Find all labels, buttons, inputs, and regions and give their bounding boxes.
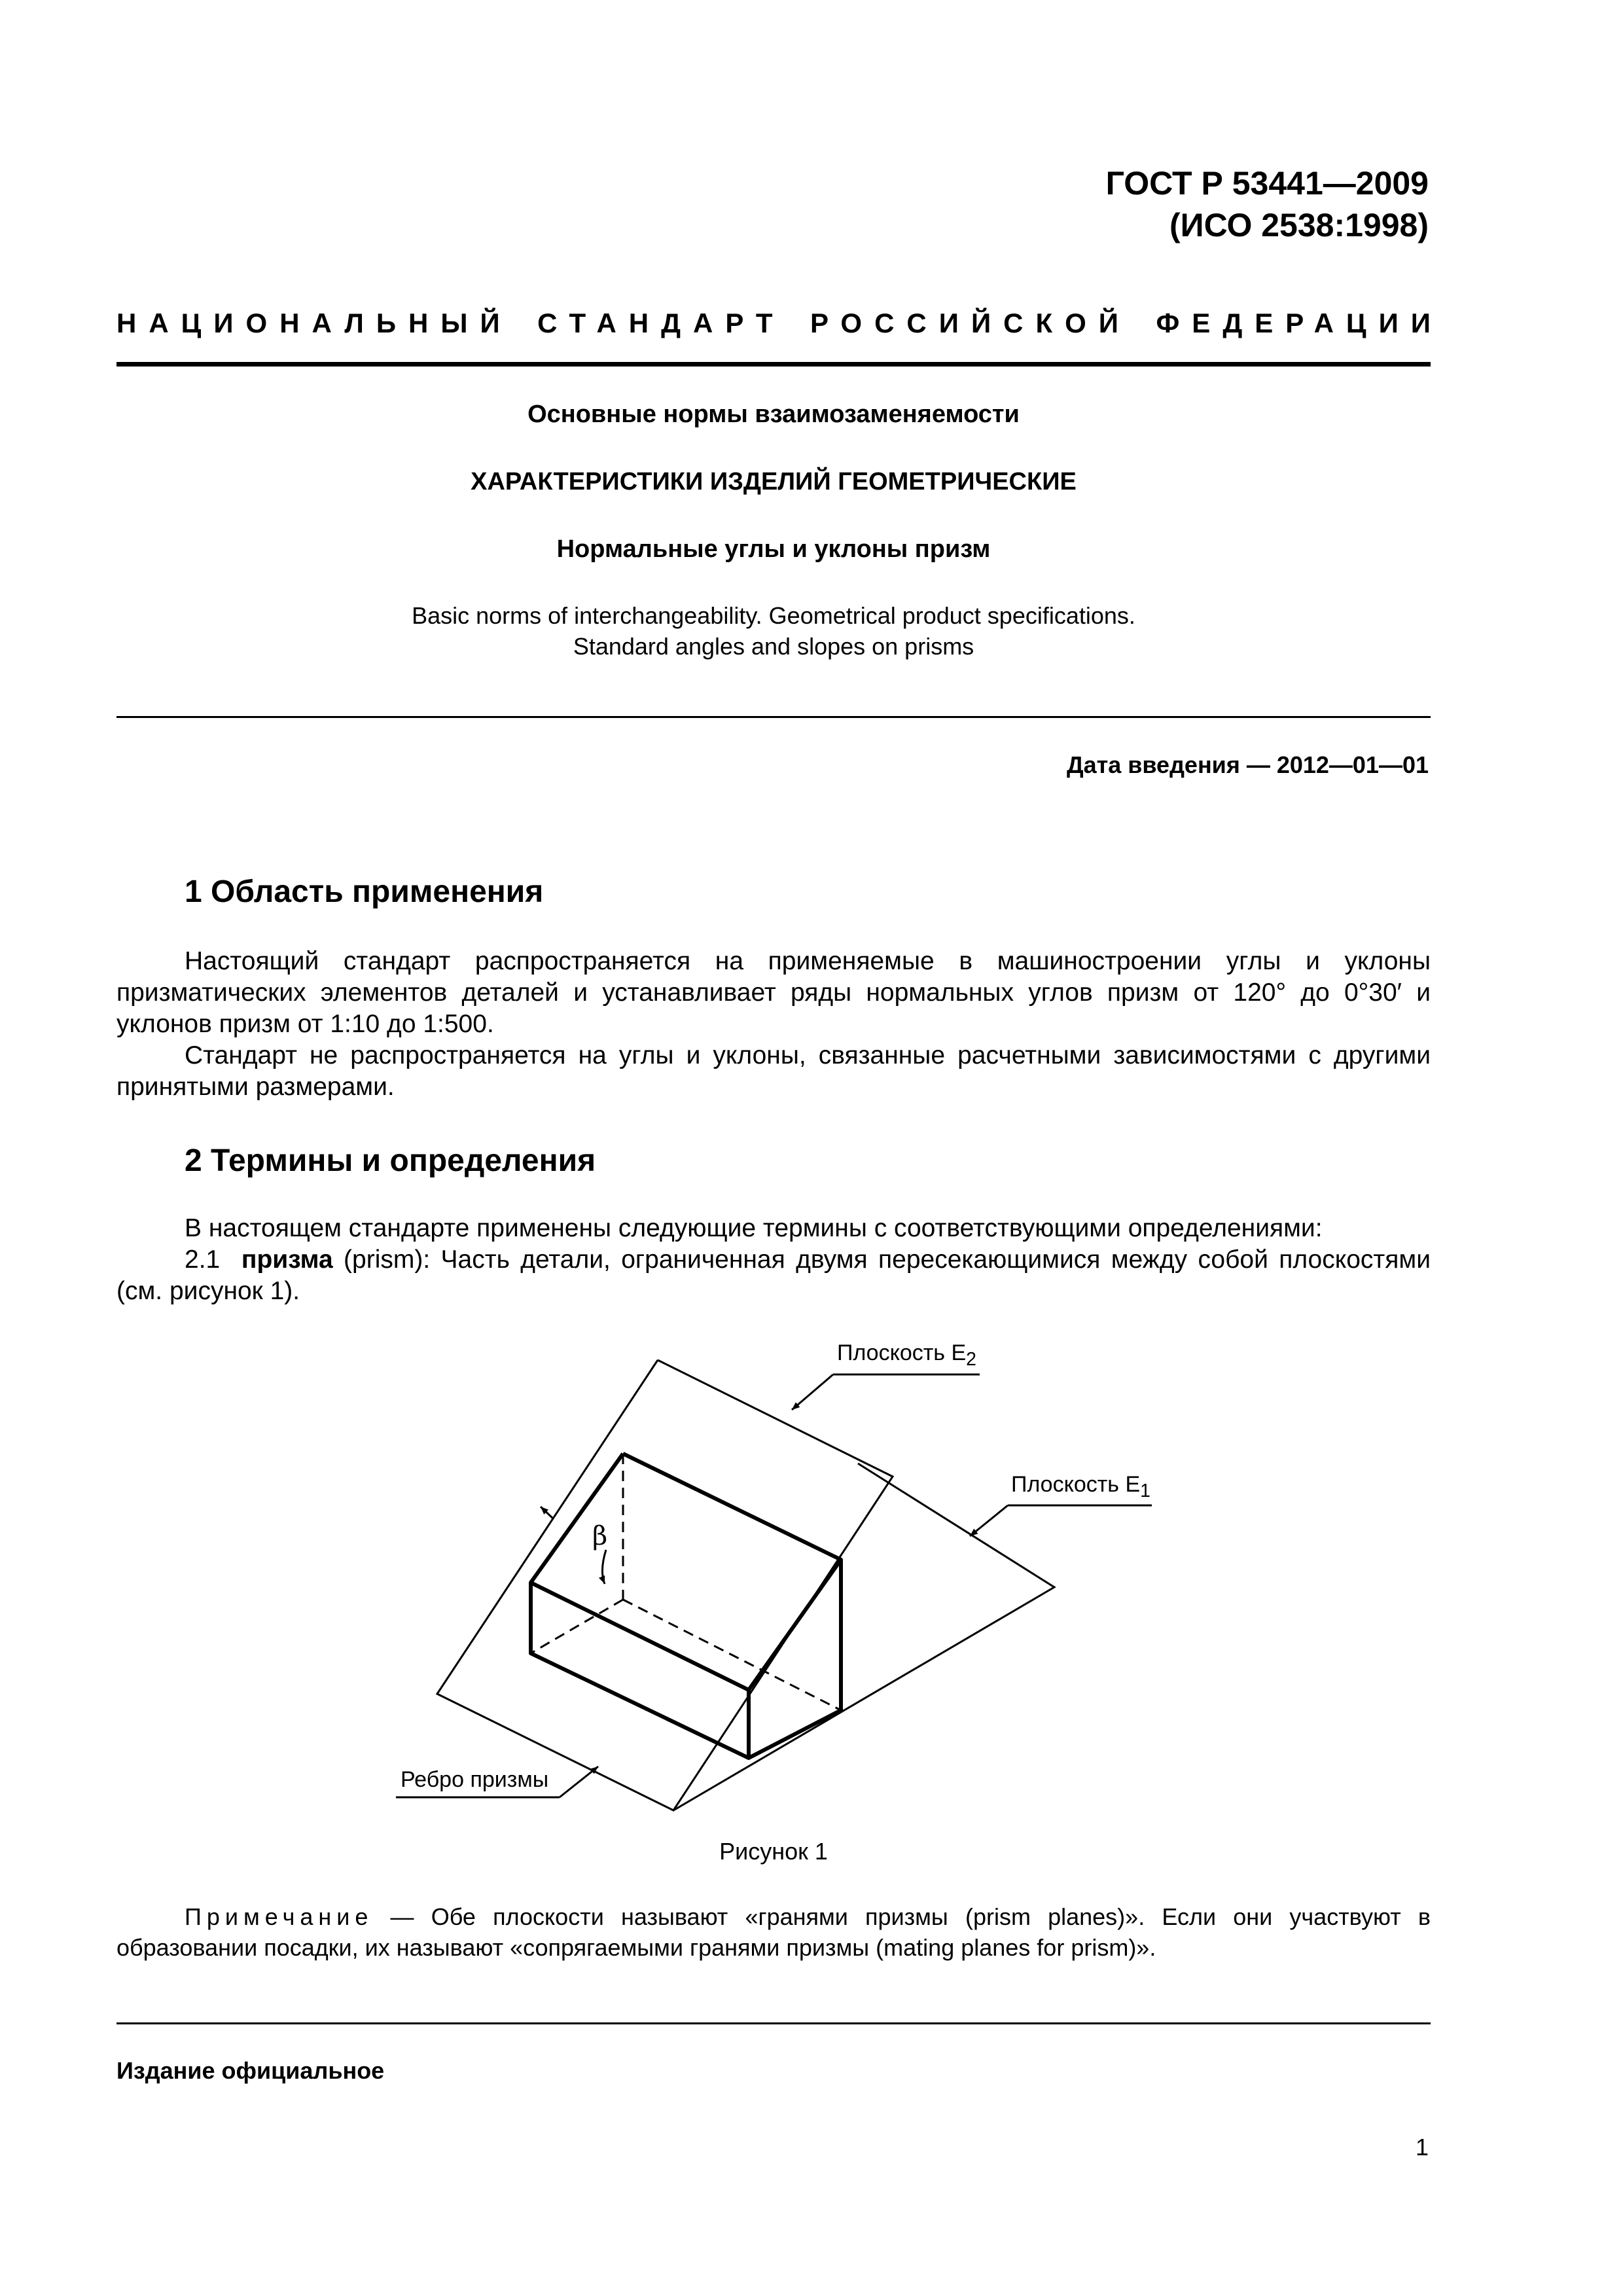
section-2-intro: В настоящем стандарте применены следующие термины с соответствующими определениями: — [185, 1214, 1323, 1242]
section-2-heading: 2 Термины и определения — [185, 1143, 596, 1178]
angle-beta-label: β — [592, 1521, 608, 1551]
iso-number: (ИСО 2538:1998) — [1169, 207, 1429, 243]
banner-word: НАЦИОНАЛЬНЫЙ — [116, 308, 512, 338]
banner-word: СТАНДАРТ — [537, 308, 785, 338]
group-title: Основные нормы взаимозаменяемости — [527, 401, 1020, 428]
section-1-heading: 1 Область применения — [185, 874, 544, 909]
standard-number: ГОСТ Р 53441—2009 — [1105, 165, 1429, 202]
label-prism-edge: Ребро призмы — [401, 1767, 549, 1792]
figure-caption: Рисунок 1 — [719, 1838, 828, 1865]
prism-solid-edges — [531, 1454, 841, 1758]
sub-title: Нормальные углы и уклоны призм — [556, 535, 991, 563]
term-name: призма — [241, 1246, 333, 1274]
prism-hidden-edges — [531, 1454, 841, 1710]
main-title: ХАРАКТЕРИСТИКИ ИЗДЕЛИЙ ГЕОМЕТРИЧЕСКИЕ — [471, 468, 1077, 495]
banner-word: ФЕДЕРАЦИИ — [1156, 308, 1443, 338]
note-prefix: Примечание — [185, 1903, 374, 1930]
leader-plane-e2 — [792, 1374, 980, 1410]
term-definition: 2.1 призма (prism): Часть детали, ограниченная двумя пересекающимися между собой плоскостями (см. рисунок 1). — [116, 1246, 1431, 1305]
english-title-line: Standard angles and slopes on prisms — [573, 633, 974, 660]
footer-divider — [116, 2022, 1431, 2024]
introduction-date: Дата введения — 2012—01—01 — [1066, 751, 1429, 778]
banner-word: РОССИЙСКОЙ — [810, 308, 1131, 338]
page-number: 1 — [1415, 2134, 1429, 2161]
official-edition: Издание официальное — [116, 2057, 385, 2084]
section-1-paragraph-1: Настоящий стандарт распространяется на применяемые в машиностроении углы и уклоны призматических элементов деталей и устанавливает ряды нормальных углов призм от 120° до 0°30′ и уклонов призм от 1:10 до 1:500. — [116, 947, 1431, 1038]
english-title-line: Basic norms of interchangeability. Geometrical product specifications. — [412, 602, 1135, 629]
section-1-paragraph-2: Стандарт не распространяется на углы и уклоны, связанные расчетными зависимостями с другими принятыми размерами. — [116, 1041, 1431, 1101]
leader-plane-e1 — [970, 1505, 1152, 1536]
plane-e1 — [673, 1463, 1054, 1810]
note: Примечание — Обе плоскости называют «гранями призмы (prism planes)». Если они участвуют в образовании посадки, их называют «сопрягаемыми гранями призмы (mating planes for prism)». — [116, 1903, 1431, 1961]
label-plane-e2: Плоскость $E_2$ — [837, 1340, 976, 1370]
label-plane-e1: Плоскость $E_1$ — [1011, 1472, 1150, 1501]
